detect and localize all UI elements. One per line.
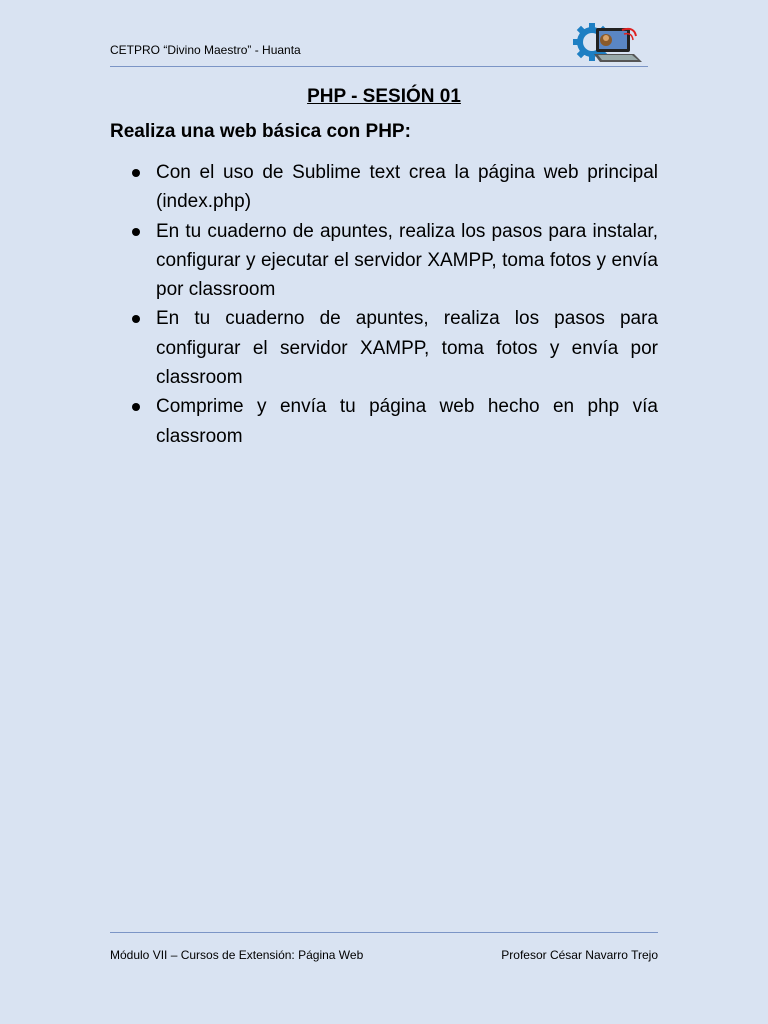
bullet-icon (132, 169, 140, 177)
bullet-icon (132, 315, 140, 323)
page-title: PHP - SESIÓN 01 (307, 86, 461, 107)
list-item-text: Comprime y envía tu página web hecho en php vía classroom (156, 396, 658, 447)
task-list (110, 158, 658, 451)
institution-logo (572, 20, 644, 68)
list-item (110, 217, 658, 305)
list-item (110, 304, 658, 392)
list-item-text: En tu cuaderno de apuntes, realiza los pasos para instalar, configurar y ejecutar el servidor XAMPP, toma fotos y envía por classroom (156, 220, 658, 301)
footer-divider (110, 932, 658, 933)
header-institution: CETPRO “Divino Maestro” - Huanta (110, 43, 301, 57)
bullet-icon (132, 403, 140, 411)
list-item-text: En tu cuaderno de apuntes, realiza los pasos para configurar el servidor XAMPP, toma fotos y envía por classroom (156, 308, 658, 389)
list-item (110, 392, 658, 451)
list-item (110, 158, 658, 217)
list-item-text: Con el uso de Sublime text crea la página web principal (index.php) (156, 162, 658, 213)
bullet-icon (132, 228, 140, 236)
footer-teacher: Profesor César Navarro Trejo (501, 948, 658, 962)
header-divider (110, 66, 648, 67)
footer-module: Módulo VII – Cursos de Extensión: Página Web (110, 948, 364, 962)
section-subtitle: Realiza una web básica con PHP: (110, 121, 411, 142)
